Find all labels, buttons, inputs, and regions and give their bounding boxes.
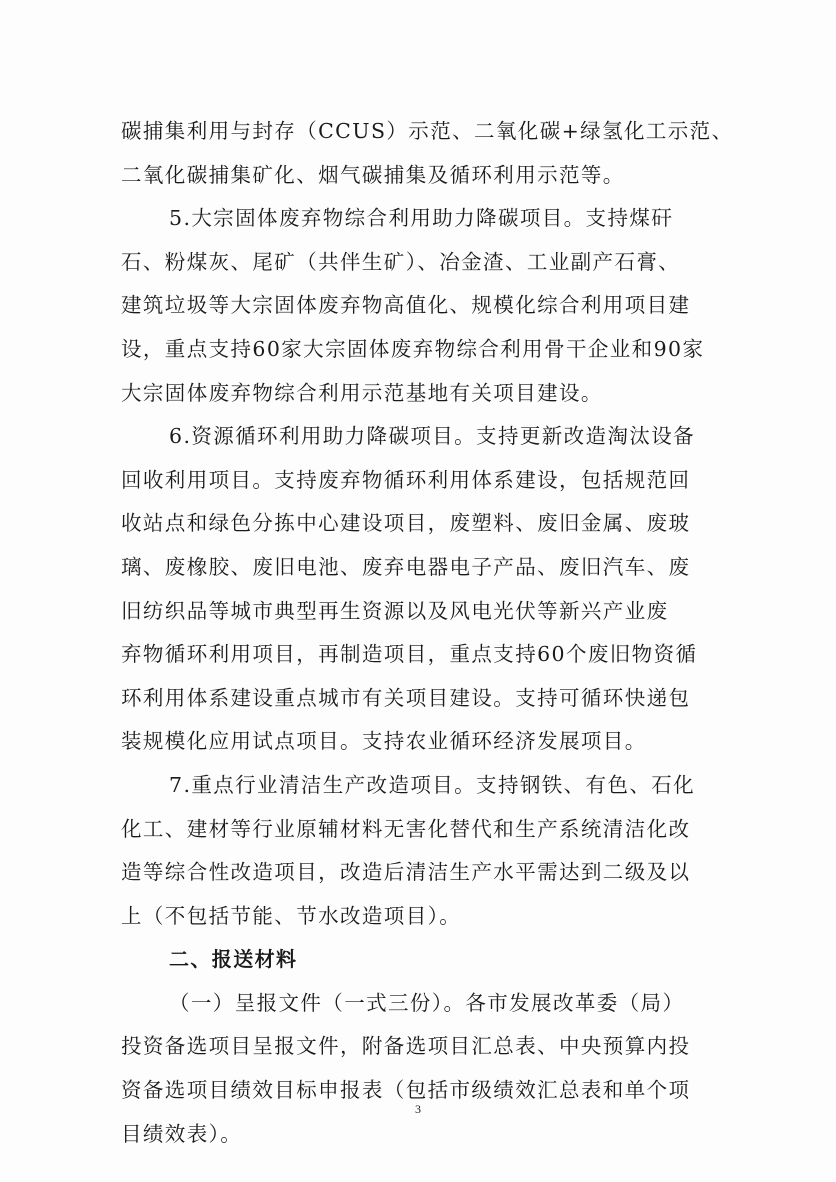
body-line: 大宗固体废弃物综合利用示范基地有关项目建设。 <box>121 380 603 405</box>
body-line: 碳捕集利用与封存（CCUS）示范、二氧化碳+绿氢化工示范、 <box>121 119 734 143</box>
body-line: 旧纺织品等城市典型再生资源以及风电光伏等新兴产业废 <box>121 598 669 623</box>
body-line: 收站点和绿色分拣中心建设项目，废塑料、废旧金属、废玻 <box>121 511 691 536</box>
paragraph-6-start: 6.资源循环利用助力降碳项目。支持更新改造淘汰设备 <box>169 424 696 449</box>
body-line: 投资备选项目呈报文件，附备选项目汇总表、中央预算内投 <box>121 1034 691 1059</box>
subsection-start: （一）呈报文件（一式三份）。各市发展改革委（局） <box>169 990 685 1015</box>
body-line: 设，重点支持60家大宗固体废弃物综合利用骨干企业和90家 <box>121 336 705 361</box>
section-heading: 二、报送材料 <box>169 947 298 972</box>
body-line: 环利用体系建设重点城市有关项目建设。支持可循环快递包 <box>121 685 691 710</box>
paragraph-5-start: 5.大宗固体废弃物综合利用助力降碳项目。支持煤矸 <box>169 206 674 231</box>
body-line: 化工、建材等行业原辅材料无害化替代和生产系统清洁化改 <box>121 816 691 841</box>
document-body <box>121 110 734 1156</box>
body-line: 弃物循环利用项目，再制造项目，重点支持60个废旧物资循 <box>121 642 698 667</box>
body-line: 石、粉煤灰、尾矿（共伴生矿）、冶金渣、工业副产石膏、 <box>121 249 681 274</box>
body-line: 二氧化碳捕集矿化、烟气碳捕集及循环利用示范等。 <box>121 162 625 187</box>
body-line: 造等综合性改造项目，改造后清洁生产水平需达到二级及以 <box>121 860 691 885</box>
body-line: 建筑垃圾等大宗固体废弃物高值化、规模化综合利用项目建 <box>121 293 691 318</box>
page-number: 3 <box>415 1102 421 1116</box>
body-line: 目绩效表）。 <box>121 1121 243 1146</box>
paragraph-7-start: 7.重点行业清洁生产改造项目。支持钢铁、有色、石化 <box>169 772 696 797</box>
body-line: 装规模化应用试点项目。支持农业循环经济发展项目。 <box>121 729 647 754</box>
body-line: 回收利用项目。支持废弃物循环利用体系建设，包括规范回 <box>121 467 691 492</box>
body-line: 上（不包括节能、节水改造项目）。 <box>121 903 462 928</box>
body-line: 资备选项目绩效目标申报表（包括市级绩效汇总表和单个项 <box>121 1078 691 1103</box>
body-line: 璃、废橡胶、废旧电池、废弃电器电子产品、废旧汽车、废 <box>121 554 691 579</box>
